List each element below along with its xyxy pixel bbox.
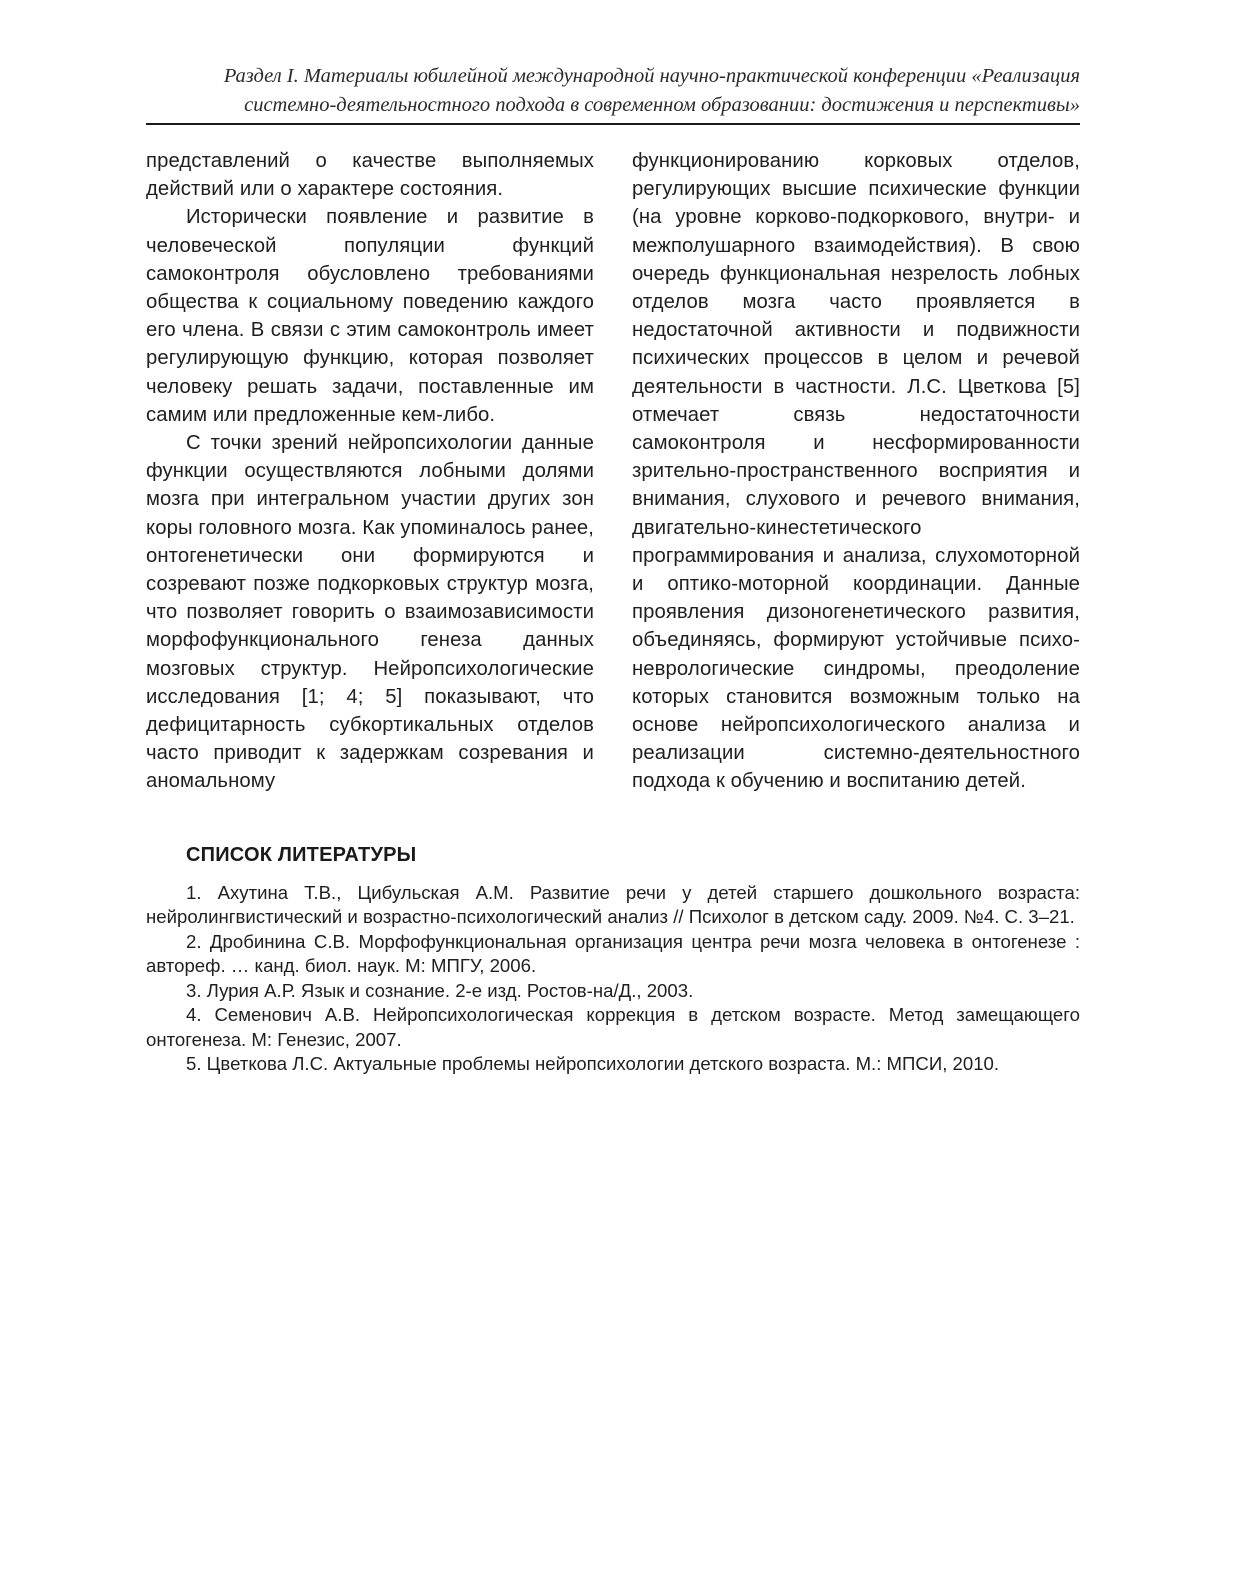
running-header-line-1: Раздел I. Материалы юбилейной международной научно-практической конференции «Реализация xyxy=(223,65,1080,87)
paragraph: С точки зрений нейропсихологии данные функции осуществляются лобными долями мозга при интегральном участии других зон коры головного мозга. Как упоминалось ранее, онтогенетически они формируются и созревают позже подкорковых структур мозга, что позволяет говорить о взаимозависимости морфофункционального генеза данных мозговых структур. Нейропсихологические исследования [1; 4; 5] показывают, что дефицитарность субкортикальных отделов часто приводит к задержкам созревания и аномальному xyxy=(146,432,594,793)
body-columns xyxy=(146,147,1080,796)
reference-item: 1. Ахутина Т.В., Цибульская А.М. Развитие речи у детей старшего дошкольного возраста: нейролингвистический и возрастно-психологический анализ // Психолог в детском саду. 2009. №4. С. 3–21. xyxy=(146,881,1080,928)
reference-item: 3. Лурия А.Р. Язык и сознание. 2-е изд. Ростов-на/Д., 2003. xyxy=(186,979,694,1001)
reference-item: 5. Цветкова Л.С. Актуальные проблемы нейропсихологии детского возраста. М.: МПСИ, 2010. xyxy=(186,1053,1000,1075)
right-column xyxy=(632,147,1080,796)
paragraph: представлений о качестве выполняемых действий или о характере состояния. xyxy=(146,150,594,201)
running-header-line-2: системно-деятельностного подхода в современном образовании: достижения и перспективы» xyxy=(244,94,1080,116)
references-title: СПИСОК ЛИТЕРАТУРЫ xyxy=(186,843,417,866)
page xyxy=(146,62,1080,1077)
paragraph: Исторически появление и развитие в человеческой популяции функций самоконтроля обусловлено требованиями общества к социальному поведению каждого его члена. В связи с этим самоконтроль имеет регулирующую функцию, которая позволяет человеку решать задачи, поставленные им самим или предложенные кем-либо. xyxy=(146,206,594,426)
running-header xyxy=(146,62,1080,125)
references-list xyxy=(146,881,1080,1077)
reference-item: 4. Семенович А.В. Нейропсихологическая коррекция в детском возрасте. Метод замещающего онтогенеза. М: Генезис, 2007. xyxy=(146,1004,1080,1050)
paragraph: функционированию корковых отделов, регулирующих высшие психические функции (на уровне корково-подкоркового, внутри- и межполушарного взаимодействия). В свою очередь функциональная незрелость лобных отделов мозга часто проявляется в недостаточной активности и подвижности психических процессов в целом и речевой деятельности в частности. Л.С. Цветкова [5] отмечает связь недостаточности самоконтроля и несформированности зрительно-пространственного восприятия и внимания, слухового и речевого внимания, двигательно-кинестетического программирования и анализа, слухомоторной и оптико-моторной координации. Данные проявления дизоногенетического развития, объединяясь, формируют устойчивые психо-неврологические синдромы, преодоление которых становится возможным только на основе нейропсихологического анализа и реализации системно-деятельностного подхода к обучению и воспитанию детей. xyxy=(632,150,1080,793)
left-column xyxy=(146,147,594,796)
reference-item: 2. Дробинина С.В. Морфофункциональная организация центра речи мозга человека в онтогенезе : автореф. … канд. биол. наук. М: МПГУ, 2006. xyxy=(146,930,1080,977)
